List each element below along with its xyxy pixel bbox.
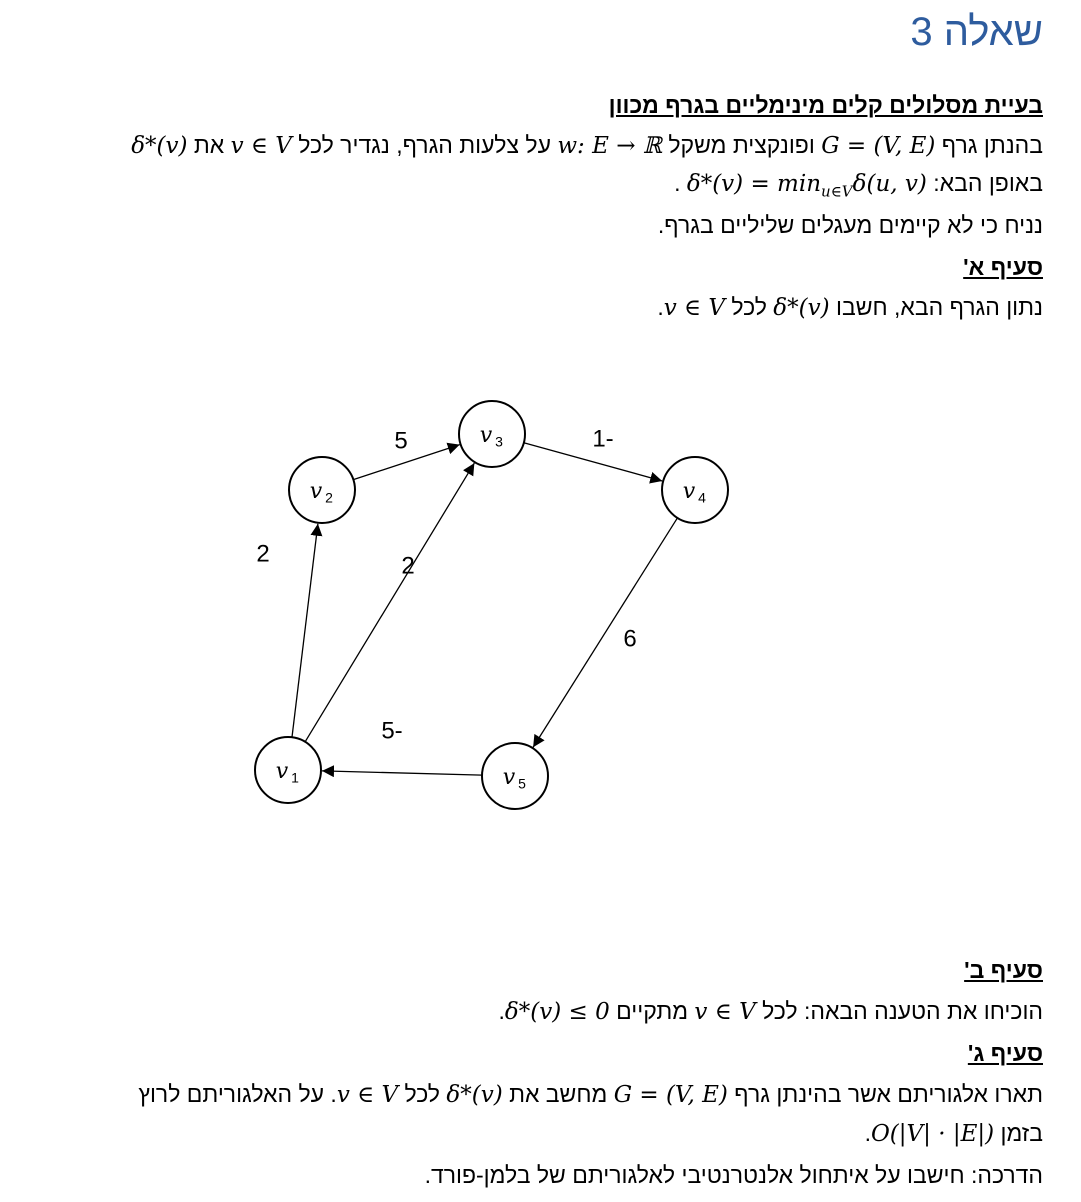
intro-text-3: על צלעות הגרף, נגדיר לכל: [298, 132, 551, 158]
delta-star-math: δ*(v): [131, 133, 188, 159]
section-b-text-2: מתקיים: [616, 998, 689, 1024]
question-title: שאלה 3: [910, 10, 1043, 54]
node-subscript-v3: 3: [495, 433, 503, 450]
section-c-graph-math: G = (V, E): [613, 1082, 728, 1108]
section-b-inequality-math: δ*(v) ≤ 0: [504, 999, 610, 1025]
intro-line-3: נניח כי לא קיימים מעגלים שליליים בגרף.: [657, 212, 1043, 238]
section-b-end: .: [498, 998, 505, 1024]
section-c-text-4: . על האלגוריתם לרוץ: [138, 1081, 337, 1107]
edge-weight-v1-v2: 2: [256, 540, 270, 568]
edge-v4-v5: [533, 518, 677, 747]
node-subscript-v5: 5: [518, 775, 526, 792]
node-subscript-v1: 1: [291, 769, 299, 786]
section-c-text-1: תארו אלגוריתם אשר בהינתן גרף: [734, 1081, 1043, 1107]
node-label-v4: v: [682, 479, 696, 504]
section-b-text-1: הוכיחו את הטענה הבאה: לכל: [762, 998, 1043, 1024]
problem-heading: בעיית מסלולים קלים מינימליים בגרף מכוון: [608, 92, 1043, 118]
section-c-line-1: [138, 1079, 1043, 1110]
weight-function-math: w: E → ℝ: [557, 133, 662, 159]
node-v1: [255, 737, 321, 803]
edge-weight-v4-v5: 6: [623, 625, 637, 653]
edge-weight-v3-v4: 1-: [592, 425, 614, 453]
section-c-text-2: מחשב את: [509, 1081, 608, 1107]
node-v2: [289, 457, 355, 523]
node-label-v3: v: [479, 423, 493, 448]
node-label-v2: v: [309, 479, 323, 504]
section-c-text-5: בזמן: [1000, 1120, 1043, 1146]
intro-text-4: את: [193, 132, 225, 158]
section-c-complexity-math: O(|V| · |E|): [870, 1121, 995, 1147]
edge-weight-v5-v1: 5-: [381, 717, 403, 745]
intro-end: .: [674, 170, 681, 196]
section-b-text: [499, 996, 1043, 1027]
node-subscript-v4: 4: [698, 489, 706, 506]
intro-text-2: ופונקצית משקל: [668, 132, 815, 158]
vertex-in-v-math: v ∈ V: [230, 133, 292, 159]
edge-v5-v1: [322, 771, 482, 775]
intro-text-1: בהנתן גרף: [941, 132, 1043, 158]
delta-def-tail: δ(u, v): [852, 171, 927, 197]
delta-def-sub: u∈V: [821, 182, 853, 201]
edge-v1-v2: [292, 524, 318, 737]
section-c-text-3: לכל: [404, 1081, 440, 1107]
section-b-vertex-math: v ∈ V: [694, 999, 756, 1025]
node-label-v1: v: [275, 759, 289, 784]
graph-definition-math: G = (V, E): [821, 133, 936, 159]
edge-weight-v2-v3: 5: [394, 427, 408, 455]
section-a-text-1: נתון הגרף הבא, חשבו: [835, 294, 1043, 320]
node-v4: [662, 457, 728, 523]
section-c-vertex-math: v ∈ V: [336, 1082, 399, 1108]
section-a-end: .: [657, 294, 664, 320]
section-a-heading: סעיף א': [963, 254, 1043, 280]
section-c-hint: הדרכה: חישבו על איתחול אלנטרנטיבי לאלגוריתם של בלמן-פורד.: [424, 1162, 1043, 1188]
node-subscript-v2: 2: [325, 489, 333, 506]
section-c-delta-math: δ*(v): [446, 1082, 503, 1108]
node-v3: [459, 401, 525, 467]
section-a-vertex-math: v ∈ V: [663, 295, 725, 321]
section-c-line-2: [865, 1118, 1043, 1149]
delta-def-head: δ*(v) = min: [686, 171, 822, 197]
edge-weight-v1-v3: 2: [401, 552, 415, 580]
section-a-delta-math: δ*(v): [773, 295, 830, 321]
node-label-v5: v: [502, 765, 516, 790]
section-a-text-2: לכל: [731, 294, 767, 320]
section-b-heading: סעיף ב': [964, 957, 1043, 983]
section-c-heading: סעיף ג': [967, 1040, 1043, 1066]
node-v5: [482, 743, 548, 809]
section-c-end: .: [864, 1120, 871, 1146]
intro-text-5: באופן הבא:: [933, 170, 1043, 196]
